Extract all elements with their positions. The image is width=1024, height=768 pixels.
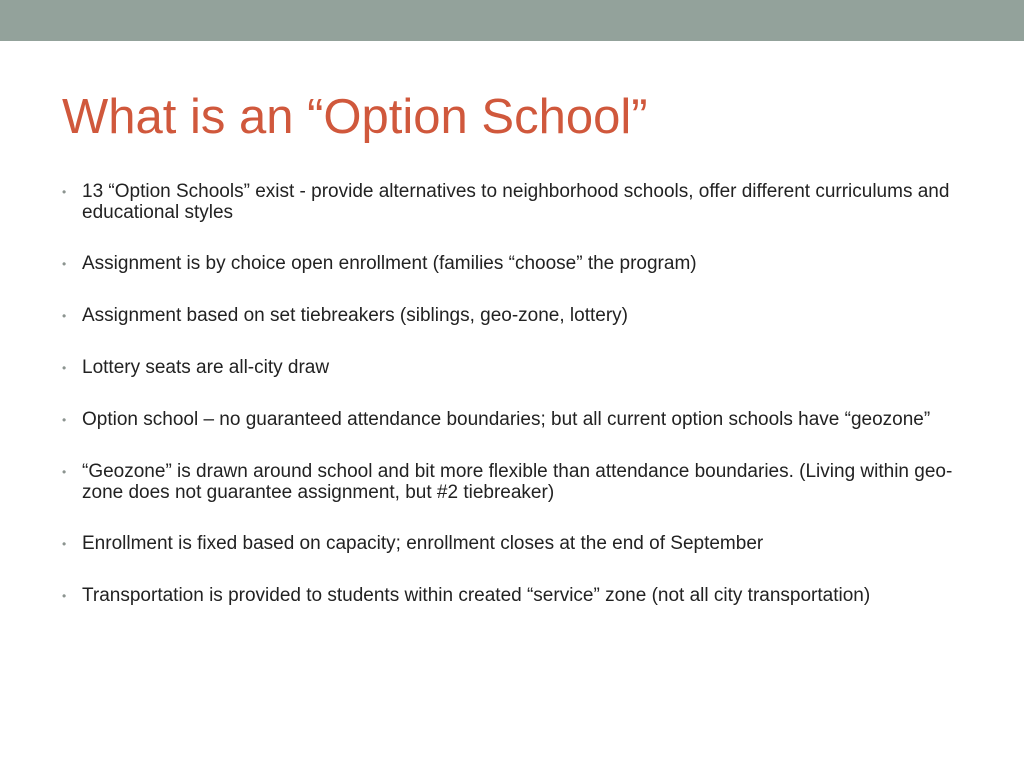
bullet-text: Assignment based on set tiebreakers (siblings, geo-zone, lottery) xyxy=(82,305,628,326)
bullet-item xyxy=(62,357,982,379)
bullet-dot-icon: • xyxy=(62,257,67,271)
bullet-item xyxy=(62,585,982,607)
bullet-dot-icon: • xyxy=(62,361,67,375)
bullet-dot-icon: • xyxy=(62,537,67,551)
header-band xyxy=(0,0,1024,41)
bullet-item xyxy=(62,461,982,503)
bullet-text: 13 “Option Schools” exist - provide alternatives to neighborhood schools, offer different curriculums and educational styles xyxy=(82,181,950,223)
bullet-list xyxy=(62,181,982,637)
bullet-dot-icon: • xyxy=(62,185,67,199)
bullet-item xyxy=(62,409,982,431)
slide-title: What is an “Option School” xyxy=(62,90,648,144)
bullet-item xyxy=(62,305,982,327)
bullet-item xyxy=(62,253,982,275)
bullet-dot-icon: • xyxy=(62,589,67,603)
bullet-text: Enrollment is fixed based on capacity; enrollment closes at the end of September xyxy=(82,533,764,554)
bullet-dot-icon: • xyxy=(62,465,67,479)
bullet-item xyxy=(62,181,982,223)
bullet-text: Assignment is by choice open enrollment (families “choose” the program) xyxy=(82,253,697,274)
bullet-text: Option school – no guaranteed attendance boundaries; but all current option schools have “geozone” xyxy=(82,409,931,430)
bullet-text: Transportation is provided to students within created “service” zone (not all city transportation) xyxy=(82,585,871,606)
bullet-dot-icon: • xyxy=(62,413,67,427)
bullet-text: Lottery seats are all-city draw xyxy=(82,357,330,378)
bullet-text: “Geozone” is drawn around school and bit more flexible than attendance boundaries. (Living within geo-zone does not guarantee assignment, but #2 tiebreaker) xyxy=(82,461,953,503)
bullet-item xyxy=(62,533,982,555)
bullet-dot-icon: • xyxy=(62,309,67,323)
